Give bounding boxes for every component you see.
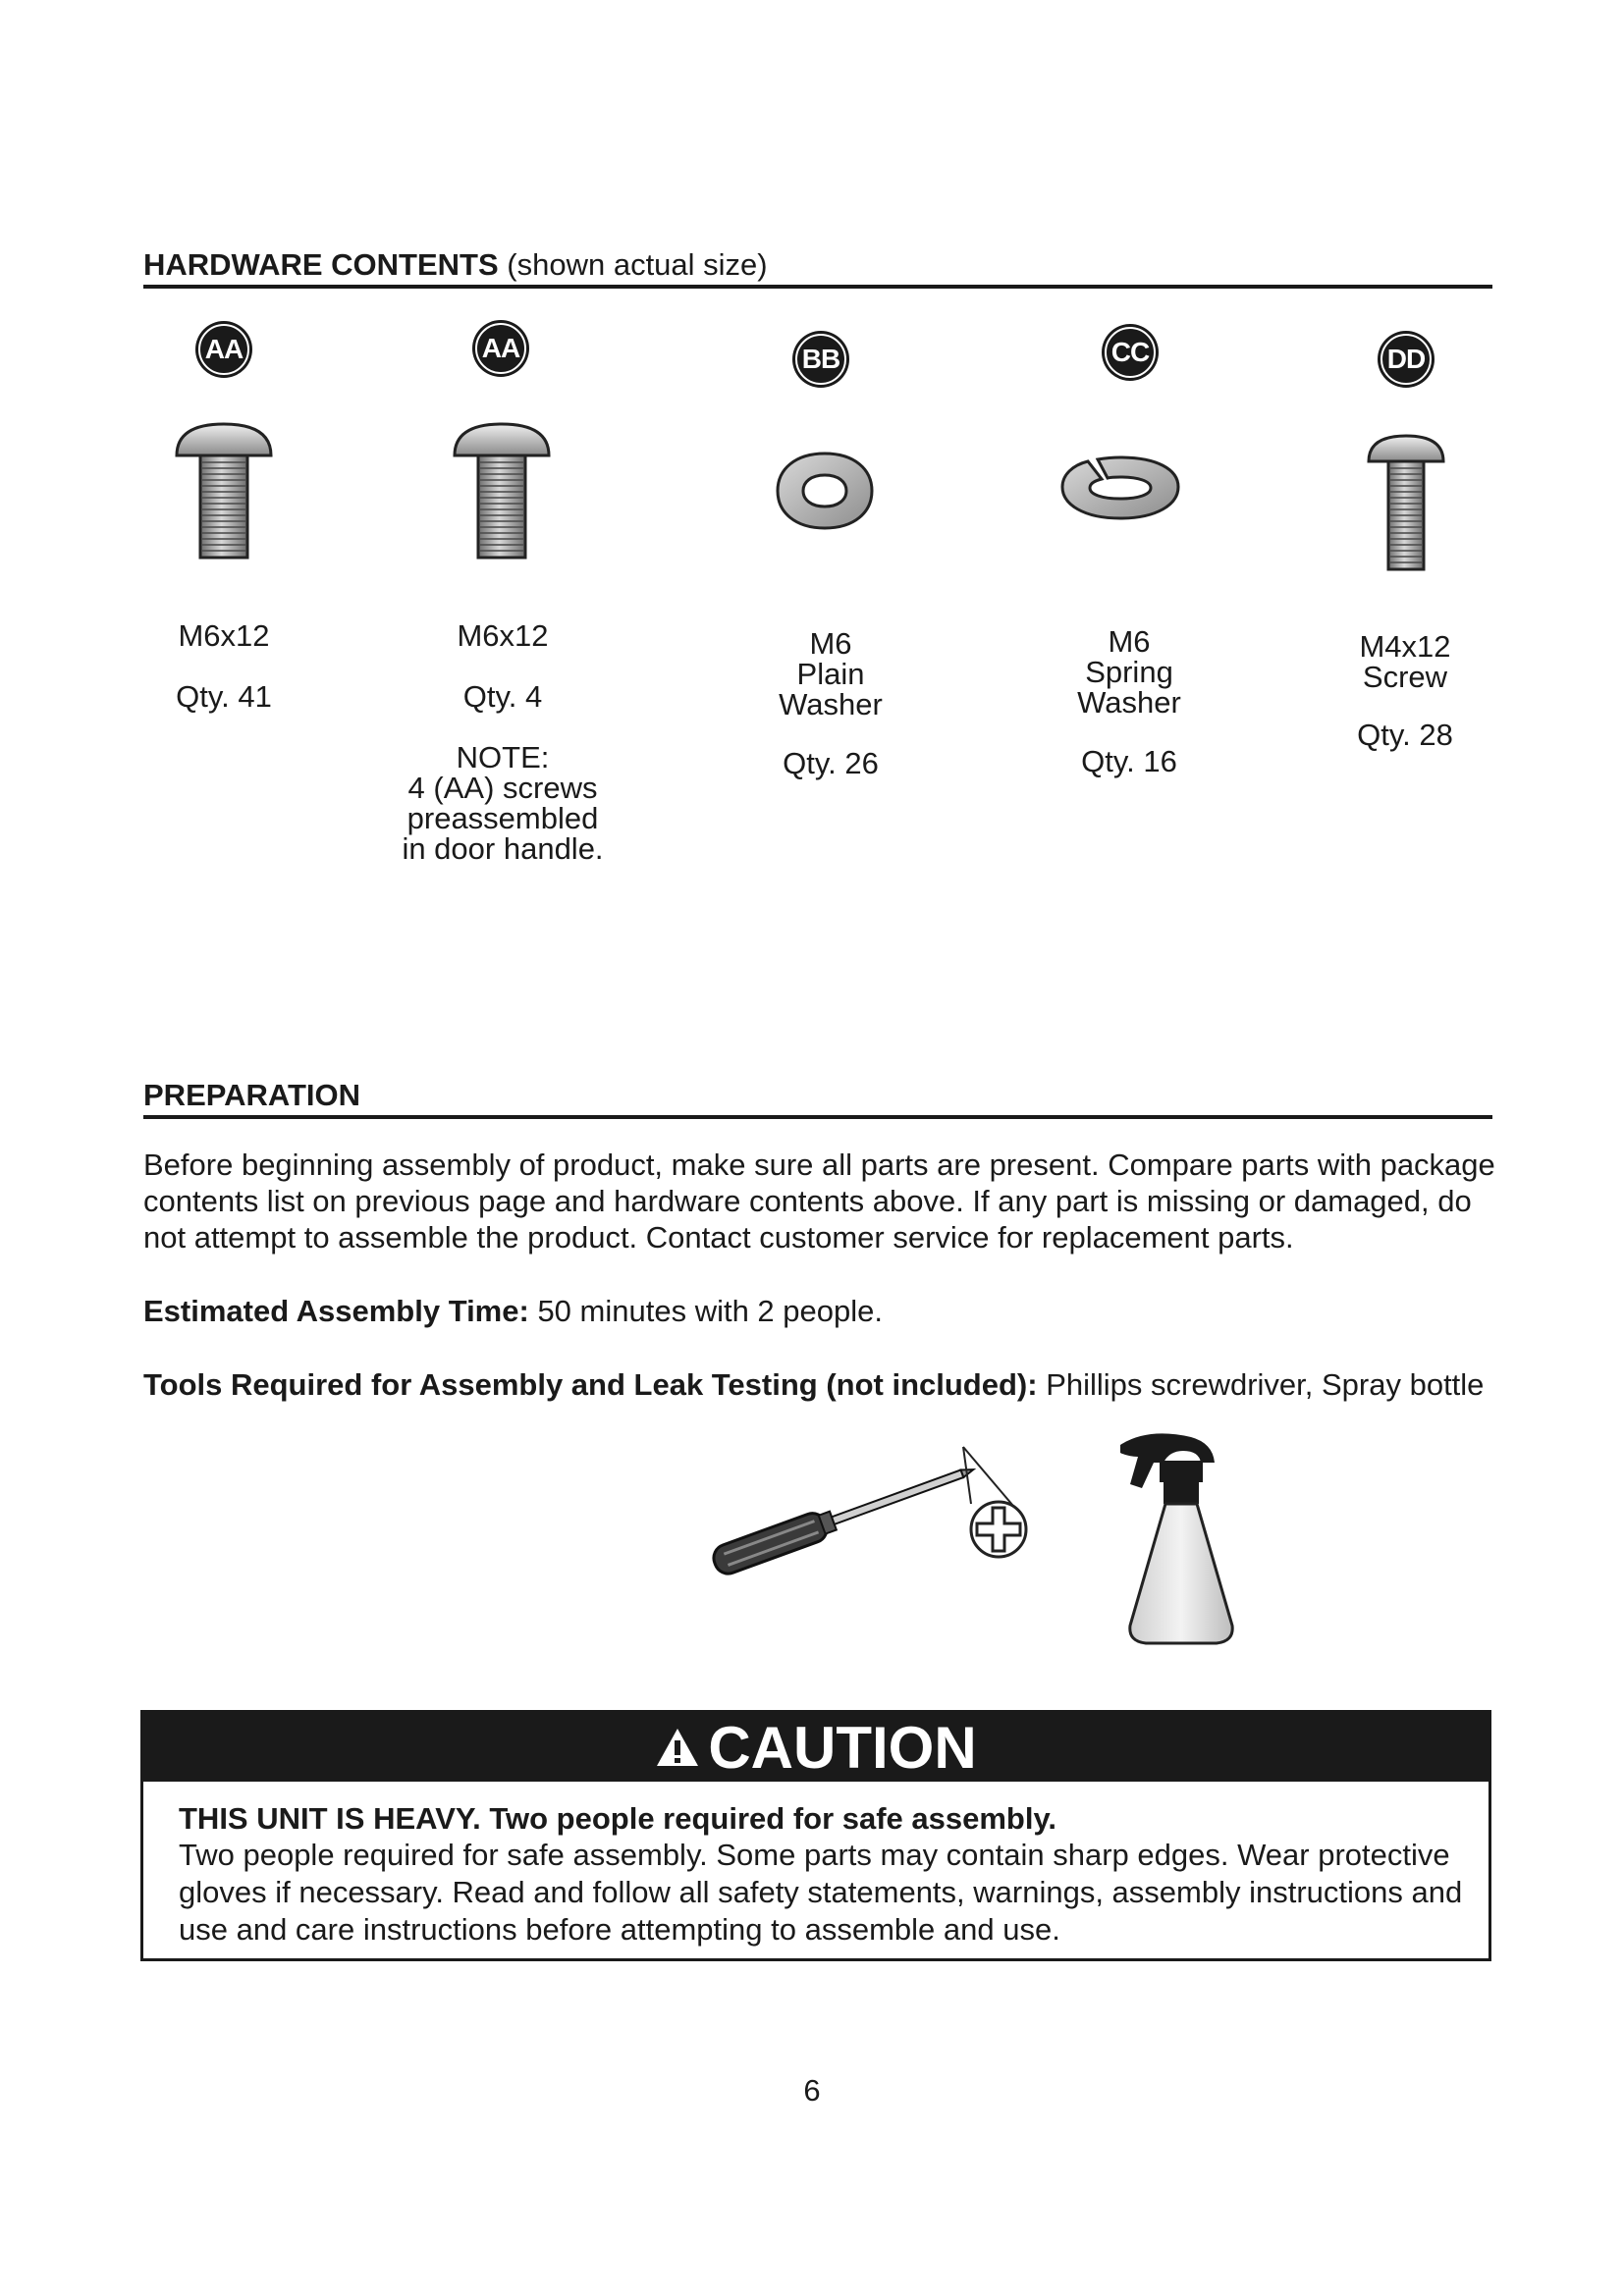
assembly-time-label: Estimated Assembly Time:	[143, 1294, 529, 1328]
caution-line: use and care instructions before attempting to assemble and use.	[179, 1912, 1060, 1947]
caution-heading: THIS UNIT IS HEAVY. Two people required for safe assembly.	[179, 1801, 1057, 1836]
part-qty: Qty. 28	[1357, 718, 1453, 752]
caution-body	[179, 1837, 1475, 1949]
spray-bottle-icon	[1114, 1423, 1242, 1649]
caution-line: gloves if necessary. Read and follow all safety statements, warnings, assembly instructions and	[179, 1875, 1463, 1909]
part-badge-cc: CC	[1102, 324, 1159, 381]
screw-icon	[173, 420, 275, 563]
note-line: 4 (AA) screws	[407, 771, 598, 805]
screw-icon	[451, 420, 553, 563]
assembly-time	[143, 1293, 1498, 1329]
note-line: in door handle.	[402, 831, 604, 866]
assembly-time-value: 50 minutes with 2 people.	[528, 1294, 883, 1328]
part-size: M6x12	[457, 618, 549, 653]
caution-title: CAUTION	[708, 1714, 977, 1781]
part-name-line: M4x12	[1359, 629, 1451, 664]
spring-washer-icon	[1058, 454, 1182, 522]
part-name-line: Washer	[1077, 685, 1181, 720]
part-qty: Qty. 4	[462, 679, 543, 714]
part-name-line: Washer	[779, 687, 883, 721]
part-badge-aa-2: AA	[472, 320, 529, 377]
part-qty: Qty. 26	[783, 746, 879, 780]
part-badge-dd: DD	[1378, 331, 1435, 388]
part-name-line: Screw	[1362, 660, 1448, 694]
part-name-line: Plain	[796, 657, 865, 691]
part-name-line: M6	[809, 626, 852, 661]
part-badge-bb: BB	[792, 331, 849, 388]
part-badge-aa-1: AA	[195, 321, 252, 378]
caution-banner	[143, 1713, 1489, 1782]
hardware-contents-heading: HARDWARE CONTENTS (shown actual size)	[143, 247, 1492, 289]
part-name-line: M6	[1108, 624, 1151, 659]
warning-triangle-icon	[655, 1727, 700, 1768]
preparation-heading: PREPARATION	[143, 1078, 1492, 1119]
caution-line: Two people required for safe assembly. Some parts may contain sharp edges. Wear protective	[179, 1838, 1450, 1872]
screwdriver-icon	[692, 1435, 1031, 1565]
screw-icon	[1365, 432, 1447, 575]
page-number: 6	[803, 2073, 821, 2108]
note-line: preassembled	[406, 801, 599, 835]
caution-box	[140, 1710, 1491, 1961]
plain-washer-icon	[774, 450, 876, 532]
tools-required-label: Tools Required for Assembly and Leak Testing (not included):	[143, 1367, 1038, 1402]
part-name-line: Spring	[1085, 655, 1173, 689]
paragraph-line: Before beginning assembly of product, make sure all parts are present. Compare parts with package	[143, 1148, 1495, 1182]
paragraph-line: contents list on previous page and hardware contents above. If any part is missing or damaged, do	[143, 1184, 1472, 1218]
tools-required	[143, 1366, 1498, 1403]
part-qty: Qty. 16	[1081, 744, 1177, 778]
note-line: NOTE:	[456, 740, 550, 774]
tools-required-value: Phillips screwdriver, Spray bottle	[1037, 1367, 1485, 1402]
part-qty: Qty. 41	[176, 679, 272, 714]
preparation-paragraph	[143, 1147, 1498, 1255]
part-size: M6x12	[178, 618, 270, 653]
paragraph-line: not attempt to assemble the product. Contact customer service for replacement parts.	[143, 1220, 1294, 1255]
